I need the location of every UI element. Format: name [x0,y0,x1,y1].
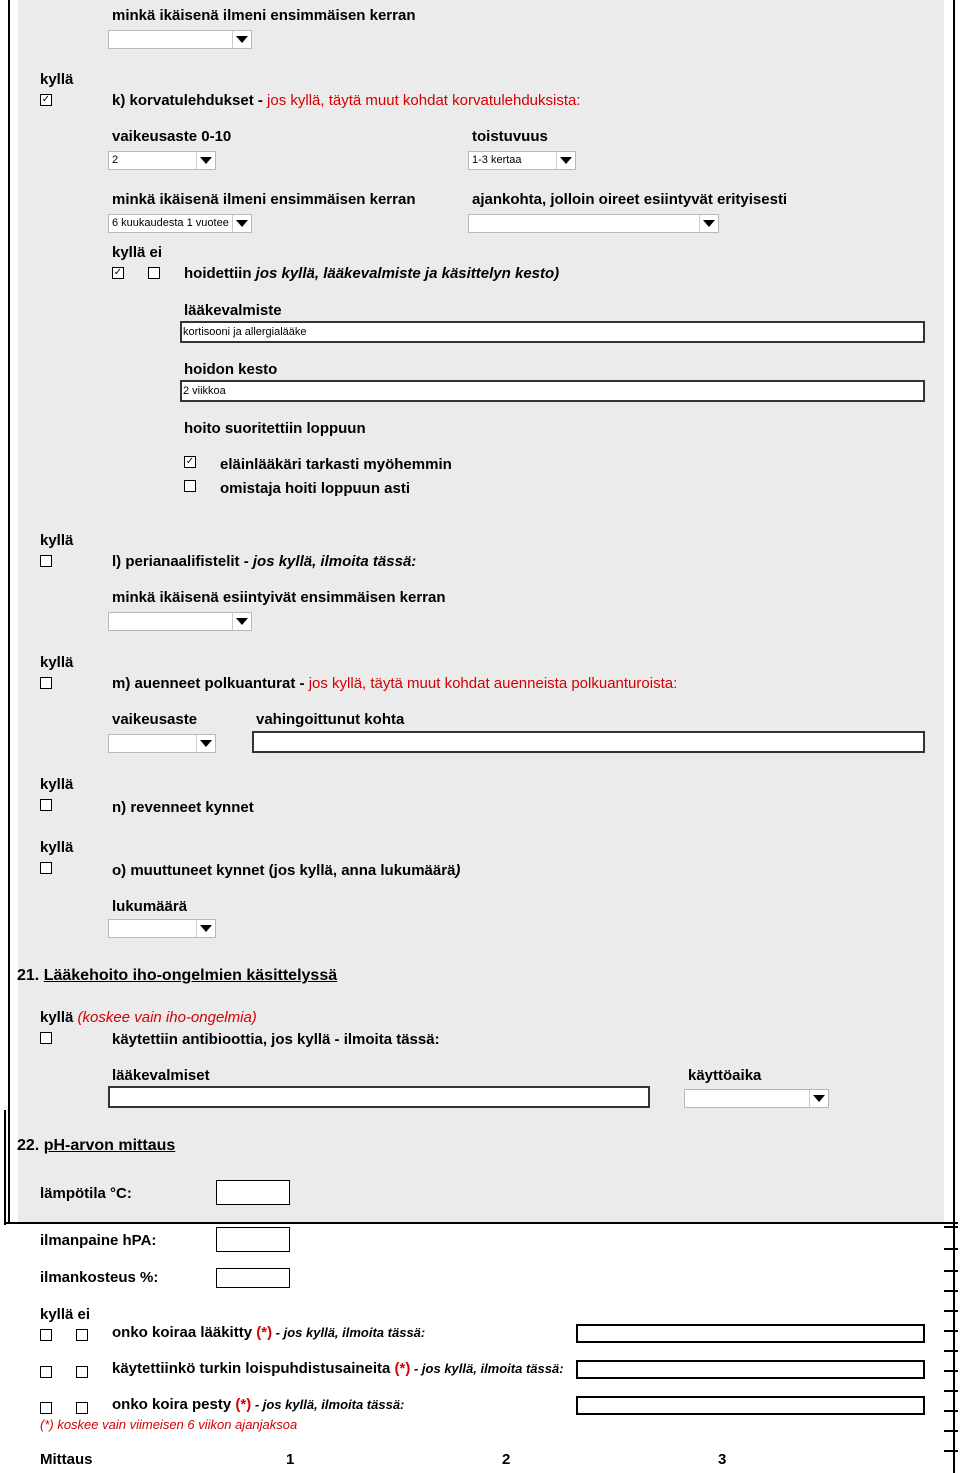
m-yes-checkbox[interactable] [40,677,52,689]
age-select[interactable] [108,612,252,631]
section-l-title [112,553,416,571]
severity-label: vaikeusaste [112,711,198,728]
section-k-title [112,92,581,110]
q3-bold: onko koira pesty [112,1396,236,1413]
treated-bold: hoidettiin [184,265,256,282]
age-label: minkä ikäisenä ilmeni ensimmäisen kerran [112,191,416,208]
vet-label: eläinlääkäri tarkasti myöhemmin [220,456,452,473]
bottom-border [4,1222,958,1224]
chevron-down-icon [196,920,215,937]
section-l-title-bold: l) perianaalifistelit - [112,553,253,570]
section-21-title: Lääkehoito iho-ongelmien käsittelyssä [43,967,338,984]
margin-tick [944,1370,958,1372]
location-label: vahingoittunut kohta [256,711,405,728]
temp-field[interactable] [216,1180,290,1205]
o-yes-checkbox[interactable] [40,862,52,874]
section-k-title-instruction: jos kyllä, täytä muut kohdat korvatulehduksista: [267,92,581,109]
duration-field[interactable]: 2 viikkoa [180,380,925,402]
chevron-down-icon [232,215,251,232]
section-n-title: n) revenneet kynnet [112,799,254,816]
finished-label: hoito suoritettiin loppuun [184,420,366,437]
q1-field[interactable] [576,1324,925,1343]
q3-question [112,1396,404,1414]
treated-no-checkbox[interactable] [148,267,160,279]
medicine-label: lääkevalmiste [184,302,282,319]
margin-tick [944,1226,958,1228]
k-yes-checkbox[interactable]: ✓ [41,94,51,105]
section-22-heading [17,1137,175,1155]
owner-checkbox[interactable] [184,480,196,492]
q1-star: (*) [256,1324,273,1341]
age-label: minkä ikäisenä esiintyivät ensimmäisen kerran [112,589,446,606]
section-o-title-bold: o) muuttuneet kynnet (jos kyllä, anna lukumäärä [112,862,456,879]
yes-no-label: kyllä ei [112,244,163,261]
usage-label: käyttöaika [688,1067,762,1084]
temp-label: lämpötila °C: [40,1185,132,1202]
q2-italic: - jos kyllä, ilmoita tässä: [410,1361,564,1376]
severity-value: 2 [112,154,119,166]
severity-select[interactable] [108,151,216,170]
antibiotic-yes-checkbox[interactable] [40,1032,52,1044]
humidity-field[interactable] [216,1268,290,1288]
location-field[interactable] [252,731,925,753]
margin-tick [944,1270,958,1272]
severity-label: vaikeusaste 0-10 [112,128,232,145]
timing-select[interactable] [468,214,719,233]
section-o-title-end: ) [455,862,461,879]
l-yes-checkbox[interactable] [40,555,52,567]
section-21-heading [17,967,337,985]
measure-col-3: 3 [718,1451,727,1468]
frequency-label: toistuvuus [472,128,548,145]
pressure-field[interactable] [216,1227,290,1252]
yes-label: kyllä [40,1009,74,1026]
chevron-down-icon [196,152,215,169]
q3-yes-checkbox[interactable] [40,1402,52,1414]
chevron-down-icon [809,1090,828,1107]
q2-bold: käytettiinkö turkin loispuhdistusaineita [112,1360,395,1377]
yes-label: kyllä [40,532,74,549]
medicines-field[interactable] [108,1086,650,1108]
section-22-title: pH-arvon mittaus [43,1137,176,1154]
count-select[interactable] [108,919,216,938]
age-select[interactable] [108,214,252,233]
yes-label: kyllä [40,71,74,88]
measure-col-1: 1 [286,1451,295,1468]
q3-italic: - jos kyllä, ilmoita tässä: [251,1397,405,1412]
q2-yes-checkbox[interactable] [40,1366,52,1378]
section-m-title [112,675,677,693]
q1-bold: onko koiraa lääkitty [112,1324,257,1341]
section-l-title-italic: jos kyllä, ilmoita tässä: [252,553,417,570]
treated-yes-checkbox[interactable]: ✓ [113,267,123,278]
vet-checkbox[interactable]: ✓ [185,456,195,467]
age-label: minkä ikäisenä ilmeni ensimmäisen kerran [112,7,416,24]
margin-tick [944,1330,958,1332]
q3-field[interactable] [576,1396,925,1415]
chevron-down-icon [699,215,718,232]
measure-col-2: 2 [502,1451,511,1468]
treated-italic: jos kyllä, lääkevalmiste ja käsittelyn kesto) [255,265,560,282]
s21-note: (koskee vain iho-ongelmia) [77,1009,257,1026]
usage-select[interactable] [684,1089,829,1108]
footnote: (*) koskee vain viimeisen 6 viikon ajanjaksoa [40,1417,298,1432]
q2-field[interactable] [576,1360,925,1379]
section-22-number: 22. [17,1137,40,1154]
chevron-down-icon [232,31,251,48]
left-border [8,0,10,1222]
yes-label: kyllä [40,839,74,856]
q2-question [112,1360,578,1378]
humidity-label: ilmankosteus %: [40,1269,159,1286]
owner-label: omistaja hoiti loppuun asti [220,480,411,497]
section-o-title [112,862,460,880]
q1-question [112,1324,425,1342]
frequency-select[interactable] [468,151,576,170]
left-border-lower [4,1110,6,1225]
s21-yes-row [40,1009,257,1027]
q3-no-checkbox[interactable] [76,1402,88,1414]
yes-no-label: kyllä ei [40,1306,91,1323]
antibiotic-question: käytettiin antibioottia, jos kyllä - ilmoita tässä: [112,1031,440,1048]
medicines-label: lääkevalmiset [112,1067,210,1084]
margin-tick [944,1248,958,1250]
measure-label: Mittaus [40,1451,93,1468]
treated-question [184,265,559,283]
margin-tick [944,1450,958,1452]
margin-tick [944,1430,958,1432]
q2-star: (*) [394,1360,411,1377]
q1-italic: - jos kyllä, ilmoita tässä: [272,1325,426,1340]
right-border [953,0,955,1473]
margin-tick [944,1390,958,1392]
severity-select[interactable] [108,734,216,753]
frequency-value: 1-3 kertaa [472,154,522,166]
section-m-title-bold: m) auenneet polkuanturat - [112,675,309,692]
n-yes-checkbox[interactable] [40,799,52,811]
yes-label: kyllä [40,776,74,793]
timing-label: ajankohta, jolloin oireet esiintyvät erityisesti [472,191,788,208]
count-label: lukumäärä [112,898,188,915]
chevron-down-icon [232,613,251,630]
margin-tick [944,1410,958,1412]
q1-yes-checkbox[interactable] [40,1329,52,1341]
section-m-title-instruction: jos kyllä, täytä muut kohdat auenneista polkuanturoista: [308,675,678,692]
chevron-down-icon [196,735,215,752]
medicine-field[interactable]: kortisooni ja allergialääke [180,321,925,343]
margin-tick [944,1310,958,1312]
q2-no-checkbox[interactable] [76,1366,88,1378]
section-21-number: 21. [17,967,40,984]
chevron-down-icon [556,152,575,169]
pressure-label: ilmanpaine hPA: [40,1232,157,1249]
q3-star: (*) [235,1396,252,1413]
q1-no-checkbox[interactable] [76,1329,88,1341]
yes-label: kyllä [40,654,74,671]
section-k-title-bold: k) korvatulehdukset - [112,92,268,109]
age-value: 6 kuukaudesta 1 vuotee [112,217,229,229]
margin-tick [944,1290,958,1292]
duration-label: hoidon kesto [184,361,278,378]
margin-tick [944,1350,958,1352]
age-select[interactable] [108,30,252,49]
